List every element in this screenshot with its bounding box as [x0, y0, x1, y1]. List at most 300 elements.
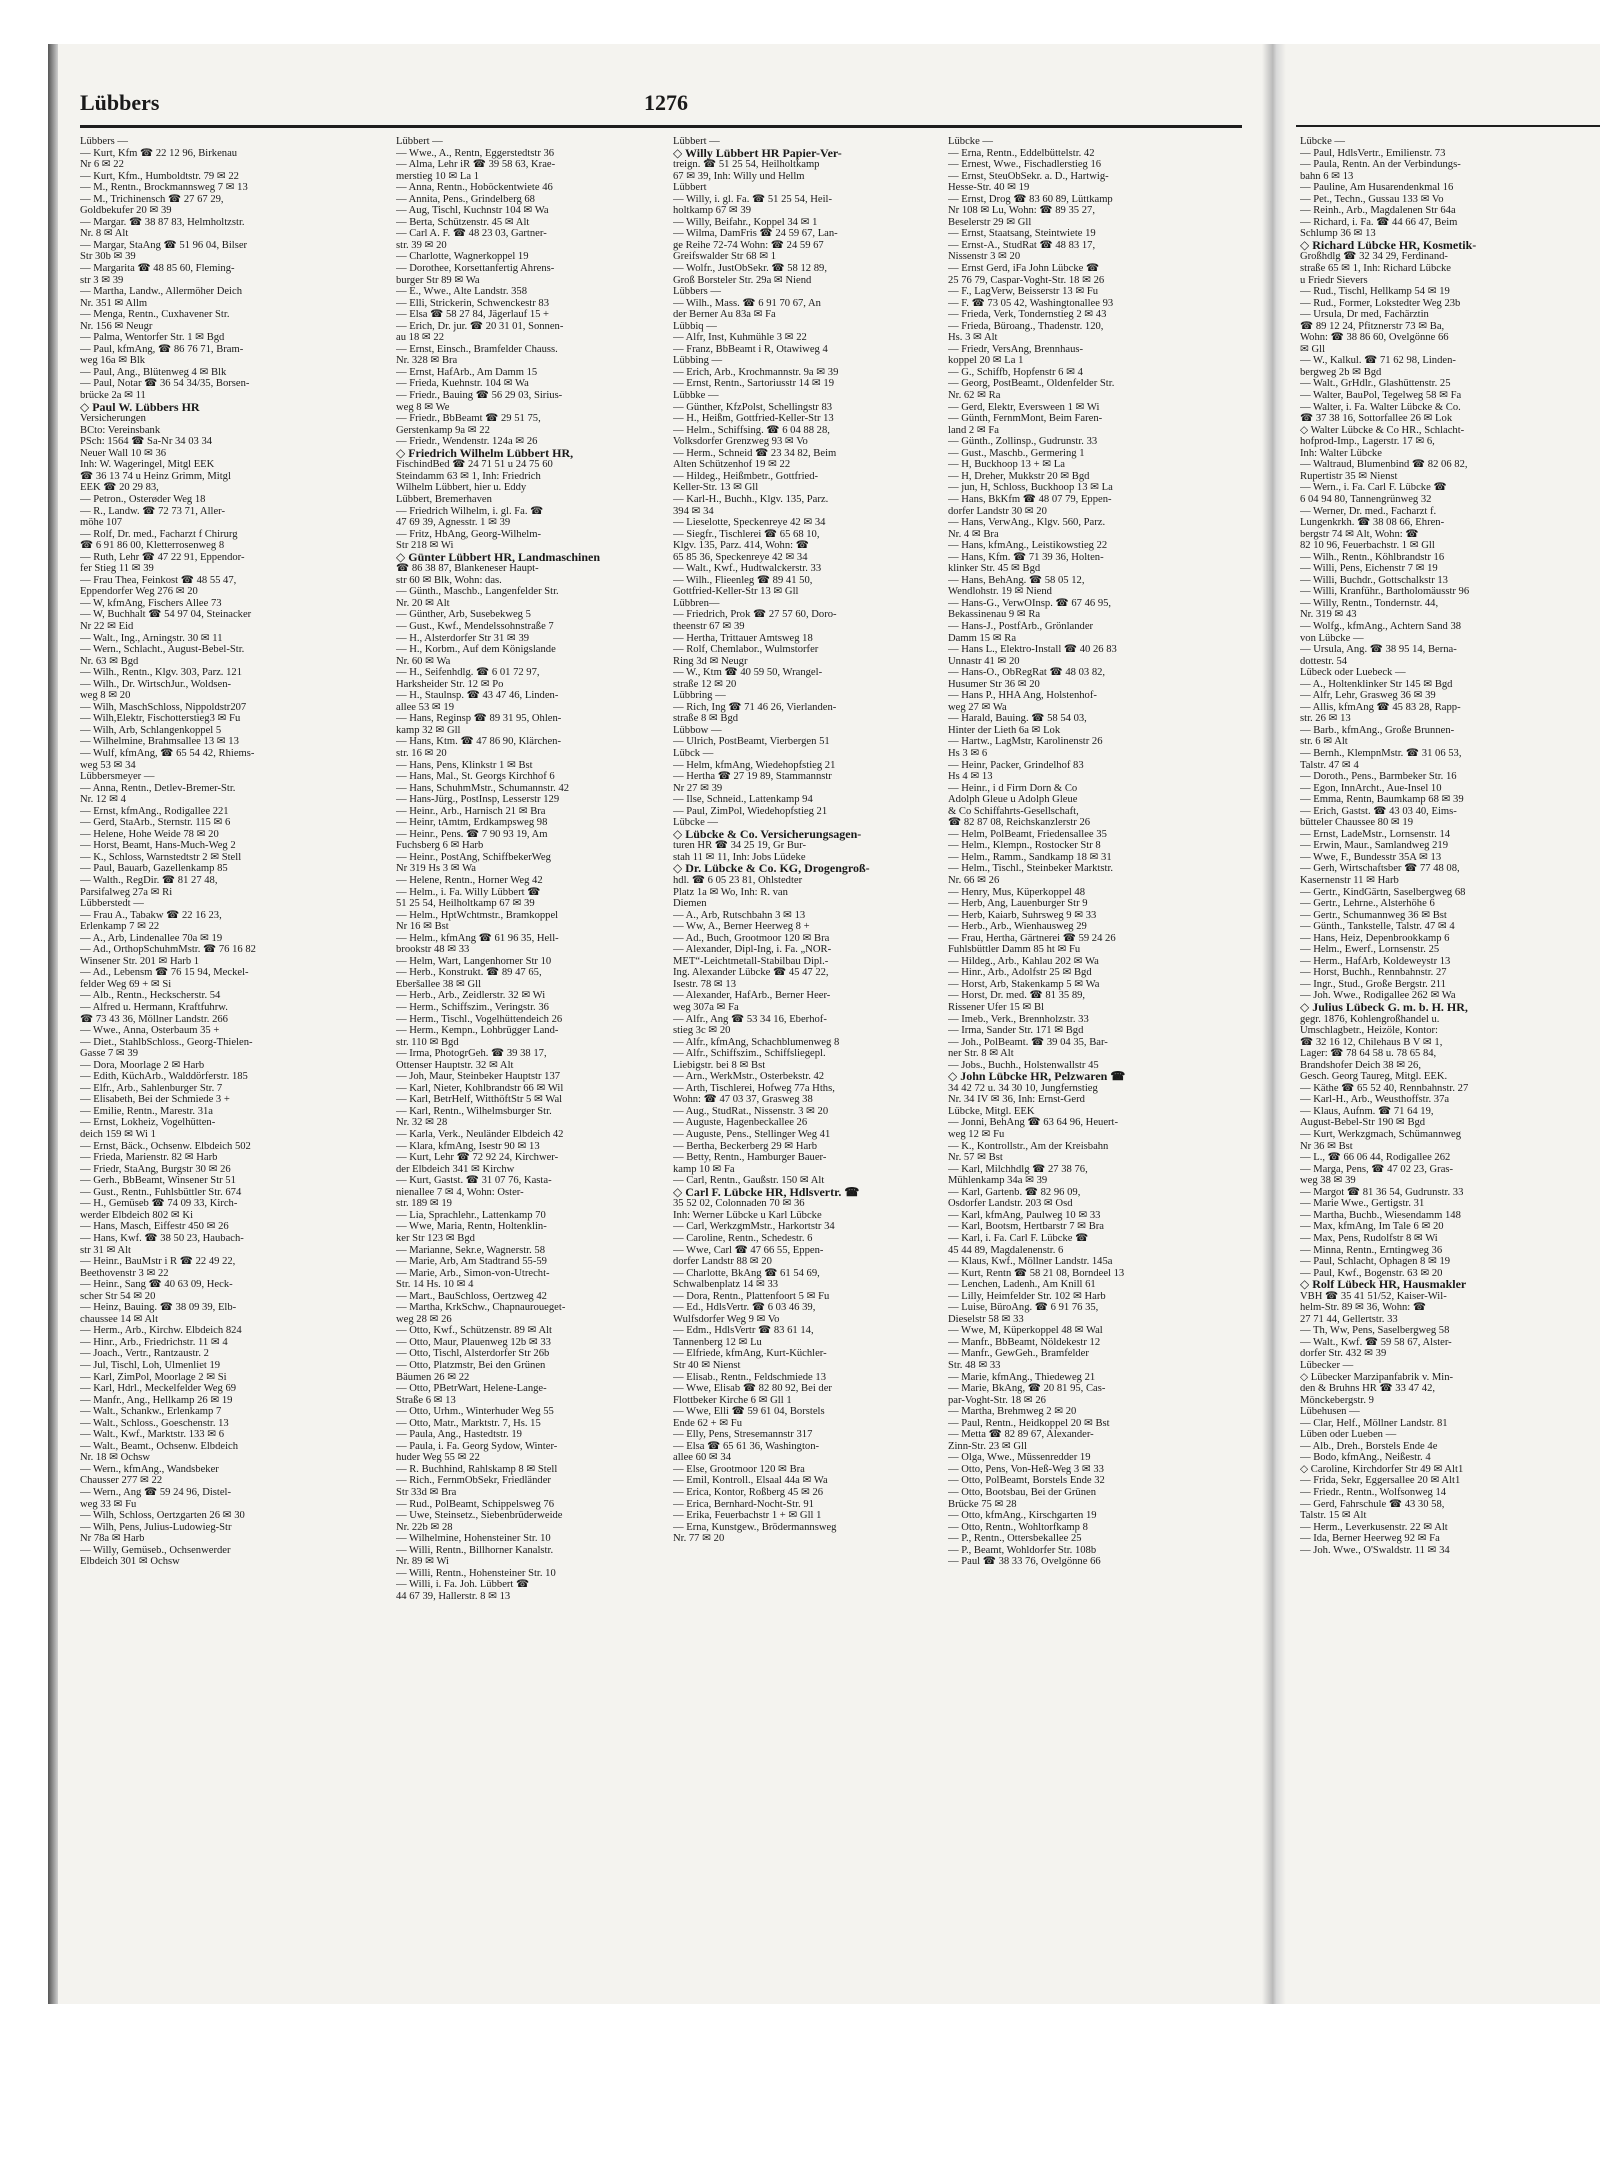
directory-entry: — Margarita ☎ 48 85 60, Fleming-: [80, 263, 235, 275]
directory-entry: — Gerd, Elektr, Eversween 1 ✉ Wi: [948, 401, 1100, 413]
directory-entry: Gasse 7 ✉ 39: [80, 1048, 139, 1060]
directory-entry: — Rich., FernmObSekr, Friedländer: [396, 1475, 551, 1487]
directory-entry: — Karl-H., Buchh., Klgv. 135, Parz.: [673, 493, 829, 505]
directory-entry: — Elfriede, kfmAng, Kurt-Küchler-: [673, 1348, 827, 1360]
directory-entry: — Herm., Leverkusenstr. 22 ✉ Alt: [1300, 1521, 1448, 1533]
directory-entry: — H., Staulnsp. ☎ 43 47 46, Linden-: [396, 690, 559, 702]
directory-entry: — G., Schiffb, Hopfenstr 6 ✉ 4: [948, 366, 1083, 378]
page-number: 1276: [644, 90, 688, 115]
directory-entry: — Herm., HafArb, Koldeweystr 13: [1300, 955, 1451, 967]
directory-entry: dottestr. 54: [1300, 655, 1348, 667]
directory-entry: — Doroth., Pens., Barmbeker Str. 16: [1300, 771, 1457, 783]
directory-entry: — Karl, Gartenb. ☎ 82 96 09,: [948, 1186, 1081, 1198]
directory-entry: — Hans, kfmAng., Leistikowstieg 22: [948, 540, 1108, 552]
directory-entry: — Paul, Ang., Blütenweg 4 ✉ Blk: [80, 366, 227, 378]
directory-entry: — Marie, kfmAng., Thiedeweg 21: [948, 1371, 1096, 1383]
directory-entry: Wendlohstr. 19 ✉ Niend: [948, 586, 1052, 598]
directory-entry: — Wilhelmine, Brahmsallee 13 ✉ 13: [80, 736, 239, 748]
directory-entry: — Wern., i. Fa. Carl F. Lübcke ☎: [1300, 482, 1447, 494]
directory-entry: Nr. 18 ✉ Ochsw: [80, 1452, 151, 1464]
directory-entry: — Paul, Kwf., Bogenstr. 63 ✉ 20: [1300, 1267, 1443, 1279]
directory-entry: — W, Buchhalt ☎ 54 97 04, Steinacker: [80, 609, 252, 621]
directory-entry: — Else, Grootmoor 120 ✉ Bra: [673, 1463, 805, 1475]
directory-entry: — Emma, Rentn, Baumkamp 68 ✉ 39: [1300, 794, 1464, 806]
directory-entry: ◇ Richard Lübcke HR, Kosmetik-: [1300, 237, 1477, 252]
directory-entry: — Herb, Kaiarb, Suhrsweg 9 ✉ 33: [948, 909, 1097, 921]
directory-entry: — Willi, Rentn., Hohensteiner Str. 10: [396, 1567, 556, 1579]
directory-entry: — Helene, Hohe Weide 78 ✉ 20: [80, 828, 219, 840]
directory-entry: — Ida, Berner Heerweg 92 ✉ Fa: [1300, 1533, 1440, 1545]
directory-entry: — Ernest, Wwe., Fischadlerstieg 16: [948, 159, 1102, 171]
directory-entry: ◇ Günter Lübbert HR, Landmaschinen: [396, 549, 601, 564]
directory-entry: Klgv. 135, Parz. 414, Wohn: ☎: [673, 540, 809, 552]
directory-entry: — Wwe, M, Küperkoppel 48 ✉ Wal: [948, 1325, 1103, 1337]
directory-entry: PSch: 1564 ☎ Sa-Nr 34 03 34: [80, 436, 213, 448]
directory-entry: — Hildeg., Arb., Kahlau 202 ✉ Wa: [948, 955, 1099, 967]
directory-entry: Nr 22 ✉ Eid: [80, 620, 134, 632]
directory-entry: Gesch. Georg Taureg, Mitgl. EEK.: [1300, 1071, 1448, 1083]
directory-entry: — Kurt, Kfm ☎ 22 12 96, Birkenau: [80, 147, 238, 159]
directory-entry: allee 53 ✉ 19: [396, 701, 455, 713]
directory-entry: — Lia, Sprachlehr., Lattenkamp 70: [396, 1209, 546, 1221]
directory-entry: — Georg, PostBeamt., Oldenfelder Str.: [948, 378, 1115, 390]
directory-entry: — Hertha ☎ 27 19 89, Stammannstr: [673, 771, 832, 783]
directory-entry: — Wern., Ang ☎ 59 24 96, Distel-: [80, 1486, 232, 1498]
directory-entry: — Carl, WerkzgmMstr., Harkortstr 34: [673, 1221, 835, 1233]
directory-entry: Str. 48 ✉ 33: [948, 1359, 1001, 1371]
directory-entry: Isestr. 78 ✉ 13: [673, 978, 737, 990]
directory-entry: — Ernst, Rentn., Sartoriusstr 14 ✉ 19: [673, 378, 835, 390]
directory-entry: burger Str 89 ✉ Wa: [396, 274, 480, 286]
directory-entry: Mönckebergstr. 9: [1300, 1394, 1374, 1406]
directory-entry: — Günth, FernmMont, Beim Faren-: [948, 413, 1103, 425]
directory-entry: — Lenchen, Ladenh., Am Knill 61: [948, 1279, 1096, 1291]
directory-entry: — Karl, BetrHelf, WitthöftStr 5 ✉ Wal: [396, 1094, 563, 1106]
directory-entry: — W., Kalkul. ☎ 71 62 98, Linden-: [1300, 355, 1456, 367]
directory-entry: — Walt., Ing., Arningstr. 30 ✉ 11: [80, 632, 223, 644]
directory-entry: — Herb., Arb., Wienhausweg 29: [948, 921, 1087, 933]
directory-entry: — Klaus, Aufnm. ☎ 71 64 19,: [1300, 1105, 1434, 1117]
directory-entry: — Wilh, Pens, Julius-Ludowieg-Str: [80, 1521, 232, 1533]
directory-entry: — Günther, KfzPolst, Schellingstr 83: [673, 401, 833, 413]
directory-entry: — Edith, KüchArb., Walddörferstr. 185: [80, 1071, 248, 1083]
directory-entry: — Elisab., Rentn., Feldschmiede 13: [673, 1371, 826, 1383]
directory-entry: Lübbert, Bremerhaven: [396, 493, 492, 505]
directory-entry: — Horst, Beamt, Hans-Much-Weg 2: [80, 840, 236, 852]
directory-entry: — Alma, Lehr iR ☎ 39 58 63, Krae-: [396, 159, 556, 171]
directory-entry: straße 65 ✉ 1, Inh: Richard Lübcke: [1300, 263, 1451, 275]
directory-entry: — Jobs., Buchh., Holstenwallstr 45: [948, 1059, 1099, 1071]
directory-entry: — Frau A., Tabakw ☎ 22 16 23,: [80, 909, 222, 921]
directory-entry: — Rud., Former, Lokstedter Weg 23b: [1300, 297, 1461, 309]
directory-entry: — Willi, i. Fa. Joh. Lübbert ☎: [396, 1579, 530, 1591]
directory-entry: str. 189 ✉ 19: [396, 1198, 452, 1210]
directory-entry: — R. Buchhind, Rahlskamp 8 ✉ Stell: [396, 1463, 558, 1475]
directory-entry: — Erich, Dr. jur. ☎ 20 31 01, Sonnen-: [396, 320, 564, 332]
directory-entry: — Gust., Kwf., Mendelssohnstraße 7: [396, 620, 554, 632]
directory-entry: Lübbert —: [673, 136, 720, 147]
directory-entry: Nr 319 Hs 3 ✉ Wa: [396, 863, 476, 875]
directory-entry: — Wwe, Elisab ☎ 82 80 92, Bei der: [673, 1383, 832, 1395]
directory-entry: kamp 10 ✉ Fa: [673, 1163, 735, 1175]
directory-entry: — Kurt, Werkzgmach, Schümannweg: [1300, 1129, 1462, 1141]
directory-entry: weg 38 ✉ 39: [1300, 1175, 1356, 1187]
directory-entry: Str 218 ✉ Wi: [396, 540, 454, 552]
directory-entry: — Reinh., Arb., Magdalenen Str 64a: [1300, 205, 1456, 217]
directory-entry: Neuer Wall 10 ✉ 36: [80, 447, 167, 459]
directory-entry: — Horst, Dr. med. ☎ 81 35 89,: [948, 990, 1086, 1002]
directory-entry: — Elsa ☎ 65 61 36, Washington-: [673, 1440, 820, 1452]
directory-entry: — Berta, Schützenstr. 45 ✉ Alt: [396, 216, 530, 228]
directory-entry: 25 76 79, Caspar-Voght-Str. 18 ✉ 26: [948, 274, 1105, 286]
directory-entry: ◇ Willy Lübbert HR Papier-Ver-: [673, 145, 842, 160]
directory-entry: Beselerstr 29 ✉ Gll: [948, 216, 1032, 228]
directory-entry: ◇ Julius Lübeck G. m. b. H. HR,: [1300, 1000, 1468, 1015]
directory-entry: Lübeck oder Luebeck —: [1300, 667, 1406, 679]
directory-entry: — Otto, Tischl, Alsterdorfer Str 26b: [396, 1348, 550, 1360]
directory-entry: — Carl A. F. ☎ 48 23 03, Gartner-: [396, 228, 547, 240]
directory-entry: Schlump 36 ✉ 13: [1300, 228, 1376, 240]
directory-entry: — Ernst, Bäck., Ochsenw. Elbdeich 502: [80, 1140, 251, 1152]
directory-entry: str 60 ✉ Blk, Wohn: das.: [396, 574, 502, 586]
directory-entry: — Martha, Landw., Allermöher Deich: [80, 286, 242, 298]
directory-entry: Ende 62 + ✉ Fu: [673, 1417, 742, 1429]
directory-entry: — Ernst, Lokheiz, Vogelhütten-: [80, 1117, 216, 1129]
directory-entry: — Walth., RegDir. ☎ 81 27 48,: [80, 875, 218, 886]
directory-entry: — Margar. ☎ 38 87 83, Helmholtzstr.: [80, 216, 245, 228]
directory-entry: ☎ 6 91 86 00, Kletterrosenweg 8: [80, 540, 225, 552]
directory-entry: Zinn-Str. 23 ✉ Gll: [948, 1440, 1027, 1452]
directory-entry: — Frida, Sekr, Eggersallee 20 ✉ Alt1: [1300, 1475, 1461, 1487]
directory-entry: — Hans-O., ObRegRat ☎ 48 03 82,: [948, 667, 1106, 679]
directory-entry: — Manfr., BbBeamt, Nöldekestr 12: [948, 1336, 1101, 1348]
directory-entry: — Uwe, Steinsetz., Siebenbrüderweide: [396, 1510, 563, 1522]
directory-entry: — Herb, Ang, Lauenburger Str 9: [948, 898, 1088, 910]
directory-entry: — Charlotte, Wagnerkoppel 19: [396, 251, 529, 263]
directory-entry: u Friedr Sievers: [1300, 274, 1368, 286]
directory-entry: 6 04 94 80, Tannengrünweg 32: [1300, 493, 1432, 505]
directory-entry: Diemen: [673, 898, 707, 910]
directory-entry: weg 12 ✉ Fu: [948, 1129, 1005, 1141]
directory-entry: — Gerh, Wirtschaftsber ☎ 77 48 08,: [1300, 863, 1460, 875]
directory-entry: Hinter der Lieth 6a ✉ Lok: [948, 724, 1061, 736]
directory-entry: au 18 ✉ 22: [396, 332, 445, 344]
directory-entry: weg 33 ✉ Fu: [80, 1498, 137, 1510]
directory-entry: weg 8 ✉ 20: [80, 690, 131, 702]
directory-entry: — Wilh., Dr. WirtschJur., Woldsen-: [80, 678, 232, 690]
directory-entry: — Alfr, Lehr, Grasweg 36 ✉ 39: [1300, 690, 1436, 702]
directory-entry: ker Str 123 ✉ Bgd: [396, 1232, 475, 1244]
directory-entry: Lübbert —: [396, 136, 443, 147]
directory-entry: — Erna, Kunstgew., Brödermannsweg: [673, 1521, 837, 1533]
directory-entry: Ring 3d ✉ Neugr: [673, 655, 748, 667]
directory-entry: — Erica, Kontor, Roßberg 45 ✉ 26: [673, 1486, 824, 1498]
directory-entry: Nr 16 ✉ Bst: [396, 921, 449, 933]
directory-entry: turen HR ☎ 34 25 19, Gr Bur-: [673, 840, 807, 852]
directory-entry: nienallee 7 ✉ 4, Wohn: Oster-: [396, 1186, 524, 1198]
directory-entry: str. 26 ✉ 13: [1300, 713, 1351, 725]
directory-entry: — Ernst, HafArb., Am Damm 15: [396, 366, 538, 378]
directory-entry: — Lilly, Heimfelder Str. 102 ✉ Harb: [948, 1290, 1106, 1302]
directory-entry: ☎ 32 16 12, Chilehaus B V ✉ 1,: [1300, 1036, 1443, 1048]
directory-entry: — Karl, ZimPol, Moorlage 2 ✉ Si: [80, 1371, 227, 1383]
directory-entry: — Helm., Ewerf., Lornsenstr. 25: [1300, 944, 1440, 956]
directory-entry: — A., Arb, Rutschbahn 3 ✉ 13: [673, 909, 806, 921]
directory-entry: — Hinr., Arb., Friedrichstr. 11 ✉ 4: [80, 1336, 228, 1348]
directory-entry: Lübberstedt —: [80, 898, 144, 910]
directory-entry: — Palma, Wentorfer Str. 1 ✉ Bgd: [80, 332, 225, 344]
directory-entry: — Richard, i. Fa. ☎ 44 66 47, Beim: [1300, 216, 1458, 228]
directory-entry: — Ernst-A., StudRat ☎ 48 83 17,: [948, 239, 1096, 251]
directory-entry: — Rich, Ing ☎ 71 46 26, Vierlanden-: [673, 701, 837, 713]
directory-entry: — Hans, Pens, Klinkstr 1 ✉ Bst: [396, 759, 533, 771]
directory-entry: Lungenkrkh. ☎ 38 08 66, Ehren-: [1300, 517, 1445, 529]
directory-entry: — Max, Pens, Rudolfstr 8 ✉ Wi: [1300, 1232, 1438, 1244]
directory-entry: — Kurt, Lehr ☎ 72 92 24, Kirchwer-: [396, 1152, 559, 1164]
directory-entry: — Martha, KrkSchw., Chapnauroueget-: [396, 1302, 566, 1314]
directory-entry: — Wilh., Flieenleg ☎ 89 41 50,: [673, 574, 813, 586]
directory-entry: dorfer Str. 432 ✉ 39: [1300, 1348, 1387, 1360]
directory-entry: ◇ Walter Lübcke & Co HR., Schlacht-: [1300, 424, 1465, 436]
directory-entry: — Karl, Hdrl., Meckelfelder Weg 69: [80, 1383, 237, 1395]
directory-entry: Nr. 89 ✉ Wi: [396, 1556, 449, 1568]
directory-entry: bahn 6 ✉ 13: [1300, 170, 1354, 182]
directory-entry: Nr. 34 IV ✉ 36, Inh: Ernst-Gerd: [948, 1094, 1085, 1106]
directory-entry: — H, Dreher, Mukkstr 20 ✉ Bgd: [948, 470, 1090, 482]
directory-entry: — P., Beamt, Wohldorfer Str. 108b: [948, 1544, 1097, 1556]
directory-entry: BCto: Vereinsbank: [80, 424, 161, 436]
directory-entry: — Ernst, kfmAng., Rodigallee 221: [80, 805, 229, 817]
directory-entry: — Fritz, HbAng, Georg-Wilhelm-: [396, 528, 542, 540]
directory-entry: — Annita, Pens., Grindelberg 68: [396, 193, 535, 205]
directory-entry: Lübecker —: [1300, 1359, 1354, 1371]
directory-entry: — K., Schloss, Warnstedtstr 2 ✉ Stell: [80, 851, 242, 863]
directory-entry: Platz 1a ✉ Wo, Inh: R. van: [673, 886, 788, 898]
directory-entry: — Gerh., BbBeamt, Winsener Str 51: [80, 1175, 236, 1187]
directory-entry: — Hinr., Arb., Adolfstr 25 ✉ Bgd: [948, 967, 1092, 979]
directory-entry: — Petron., Osterøder Weg 18: [80, 493, 206, 505]
directory-entry: Nr 6 ✉ 22: [80, 159, 124, 171]
directory-entry: — Friedrich Wilhelm, i. gl. Fa. ☎: [396, 505, 544, 517]
directory-column-5-next-page: [1300, 136, 1598, 1996]
directory-entry: Groß Borsteler Str. 29a ✉ Niend: [673, 274, 812, 286]
directory-entry: Nr. 4 ✉ Bra: [948, 528, 999, 540]
directory-entry: — Dora, Rentn., Plattenfoort 5 ✉ Fu: [673, 1290, 830, 1302]
directory-entry: — Erich, Arb., Krochmannstr. 9a ✉ 39: [673, 366, 839, 378]
directory-entry: — Karl, kfmAng, Paulweg 10 ✉ 33: [948, 1209, 1101, 1221]
directory-entry: — Hans, Masch, Eiffestr 450 ✉ 26: [80, 1221, 229, 1233]
directory-entry: Dieselstr 58 ✉ 33: [948, 1313, 1024, 1325]
directory-entry: scher Str 54 ✉ 20: [80, 1290, 156, 1302]
directory-entry: ☎ 89 12 24, Pfitznerstr 73 ✉ Ba,: [1300, 320, 1445, 332]
directory-entry: — Rolf, Dr. med., Facharzt f Chirurg: [80, 528, 238, 540]
directory-entry: Wilhelm Lübbert, hier u. Eddy: [396, 482, 527, 494]
directory-entry: 47 69 39, Agnesstr. 1 ✉ 39: [396, 517, 511, 529]
directory-entry: — Paula, Rentn. An der Verbindungs-: [1300, 159, 1461, 171]
directory-entry: 51 25 54, Heilholtkamp 67 ✉ 39: [396, 898, 535, 910]
directory-entry: — Joh, Maur, Steinbeker Hauptstr 137: [396, 1071, 561, 1083]
directory-entry: Lübcke —: [1300, 136, 1346, 147]
directory-entry: — Frau Thea, Feinkost ☎ 48 55 47,: [80, 574, 237, 586]
directory-entry: — Frau, Hertha, Gärtnerei ☎ 59 24 26: [948, 932, 1116, 944]
directory-entry: — L., ☎ 66 06 44, Rodigallee 262: [1300, 1152, 1451, 1164]
directory-entry: — Kurt, Rentn ☎ 58 21 08, Borndeel 13: [948, 1267, 1125, 1279]
directory-entry: Brandshofer Deich 38 ✉ 26,: [1300, 1059, 1421, 1071]
directory-entry: Nr. 20 ✉ Alt: [396, 597, 450, 609]
directory-entry: — Heinz, Bauing. ☎ 38 09 39, Elb-: [80, 1302, 237, 1314]
directory-entry: str 31 ✉ Alt: [80, 1244, 131, 1256]
directory-entry: — H, Buckhoop 13 + ✉ La: [948, 459, 1065, 471]
directory-entry: Lübcke, Mitgl. EEK: [948, 1105, 1035, 1117]
directory-entry: — Marie, BkAng, ☎ 20 81 95, Cas-: [948, 1383, 1106, 1395]
directory-entry: — Erica, Bernhard-Nocht-Str. 91: [673, 1498, 814, 1510]
directory-entry: — Ad., Buch, Grootmoor 120 ✉ Bra: [673, 932, 830, 944]
directory-entry: — A., Holtenklinker Str 145 ✉ Bgd: [1300, 678, 1453, 690]
directory-entry: ◇ John Lübcke HR, Pelzwaren ☎: [948, 1069, 1126, 1084]
directory-entry: — Erna, Rentn., Eddelbüttelstr. 42: [948, 147, 1095, 159]
directory-entry: der Berner Au 83a ✉ Fa: [673, 309, 776, 321]
directory-entry: — Egon, InnArcht., Aue-Insel 10: [1300, 782, 1442, 794]
directory-entry: dorfer Landstr 88 ✉ 20: [673, 1256, 772, 1268]
directory-entry: helm-Str. 89 ✉ 36, Wohn: ☎: [1300, 1302, 1427, 1314]
directory-entry: — Ilse, Schneid., Lattenkamp 94: [673, 794, 813, 806]
directory-entry: — Helm, PolBeamt, Friedensallee 35: [948, 828, 1107, 840]
directory-entry: — Wern., kfmAng., Wandsbeker: [80, 1463, 219, 1475]
directory-entry: Str. 14 Hs. 10 ✉ 4: [396, 1279, 474, 1291]
directory-entry: — A., Arb, Lindenallee 70a ✉ 19: [80, 932, 223, 944]
page-edge-shadow: [48, 44, 58, 2004]
directory-entry: 34 42 72 u. 34 30 10, Jungfernstieg: [948, 1082, 1098, 1094]
directory-entry: — Hans, Kfm. ☎ 71 39 36, Holten-: [948, 551, 1104, 563]
directory-entry: ✉ Gll: [1300, 343, 1326, 355]
directory-entry: — Otto, Bootsbau, Bei der Grünen: [948, 1486, 1096, 1498]
directory-entry: — Friedr, VersAng, Brennhaus-: [948, 343, 1084, 355]
directory-entry: ☎ 37 38 16, Sottorfallee 26 ✉ Lok: [1300, 413, 1453, 425]
directory-entry: weg 28 ✉ 26: [396, 1313, 452, 1325]
directory-entry: — Wilh, Schloss, Oertzgarten 26 ✉ 30: [80, 1510, 245, 1522]
directory-entry: holtkamp 67 ✉ 39: [673, 205, 752, 217]
directory-entry: Str 40 ✉ Nienst: [673, 1359, 741, 1371]
directory-entry: weg 16a ✉ Blk: [80, 355, 146, 367]
directory-entry: Nr 36 ✉ Bst: [1300, 1140, 1353, 1152]
directory-entry: — Erwin, Maur., Samlandweg 219: [1300, 840, 1448, 852]
directory-entry: — Willy, i. gl. Fa. ☎ 51 25 54, Heil-: [673, 193, 833, 205]
directory-entry: — Helm., HptWchtmstr., Bramkoppel: [396, 909, 559, 921]
directory-entry: Wulfsdorfer Weg 9 ✉ Vo: [673, 1313, 780, 1325]
directory-entry: — Waltraud, Blumenbind ☎ 82 06 82,: [1300, 459, 1468, 471]
directory-entry: — Hans, Reginsp ☎ 89 31 95, Ohlen-: [396, 713, 562, 725]
directory-entry: weg 307a ✉ Fa: [673, 1002, 739, 1014]
directory-entry: — Gust., Maschb., Germering 1: [948, 447, 1085, 459]
directory-entry: — Otto, kfmAng., Kirschgarten 19: [948, 1510, 1097, 1522]
directory-entry: — Gertr., KindGärtn, Saselbergweg 68: [1300, 886, 1466, 898]
directory-entry: Inh: Werner Lübcke u Karl Lübcke: [673, 1209, 822, 1221]
directory-entry: werder Elbdeich 802 ✉ Ki: [80, 1209, 194, 1221]
directory-entry: — Paul, Notar ☎ 36 54 34/35, Borsen-: [80, 378, 250, 390]
directory-entry: — Joh., PolBeamt. ☎ 39 04 35, Bar-: [948, 1036, 1108, 1048]
directory-entry: — Marie, Arb., Simon-von-Utrecht-: [396, 1267, 550, 1279]
directory-entry: — Dora, Moorlage 2 ✉ Harb: [80, 1059, 205, 1071]
directory-entry: — Willy, Rentn., Tondernstr. 44,: [1300, 597, 1439, 609]
directory-entry: 67 ✉ 39, Inh: Willy und Hellm: [673, 170, 805, 182]
directory-entry: ☎ 73 43 36, Möllner Landstr. 266: [80, 1013, 228, 1025]
directory-entry: — Otto, Urhm., Winterhuder Weg 55: [396, 1406, 554, 1418]
directory-entry: hofprod-Imp., Lagerstr. 17 ✉ 6,: [1300, 436, 1435, 448]
directory-entry: Lübcke —: [948, 136, 994, 147]
directory-entry: — Elsa ☎ 58 27 84, Jägerlauf 15 +: [396, 309, 550, 321]
directory-entry: — Marianne, Sekr.e, Wagnerstr. 58: [396, 1244, 545, 1256]
directory-entry: Nr. 66 ✉ 26: [948, 875, 1000, 886]
directory-entry: — Wilh., Rentn., Köhlbrandstr 16: [1300, 551, 1445, 563]
directory-entry: — Willi, Buchdr., Gottschalkstr 13: [1300, 574, 1448, 586]
directory-entry: — Willy, Beifahr., Koppel 34 ✉ 1: [673, 216, 818, 228]
directory-entry: Osdorfer Landstr. 203 ✉ Osd: [948, 1198, 1073, 1210]
directory-entry: — Günther, Arb, Susebekweg 5: [396, 609, 531, 621]
directory-entry: — Aug., StudRat., Nissenstr. 3 ✉ 20: [673, 1105, 829, 1117]
directory-entry: — Heinr., BauMstr i R ☎ 22 49 22,: [80, 1256, 236, 1268]
directory-entry: — Helm, kfmAng, Wiedehopfstieg 21: [673, 759, 836, 771]
directory-entry: — Paul, Schlacht, Ophagen 8 ✉ 19: [1300, 1256, 1451, 1268]
directory-entry: — Heinr., i d Firm Dorn & Co: [948, 782, 1078, 794]
directory-entry: kamp 32 ✉ Gll: [396, 724, 461, 736]
directory-entry: Ing. Alexander Lübcke ☎ 45 47 22,: [673, 967, 829, 979]
directory-entry: — Rolf, Chemlabor., Wulmstorfer: [673, 644, 819, 656]
directory-entry: — Ernst, SteuObSekr. a. D., Hartwig-: [948, 170, 1109, 182]
directory-entry: — Günth., Zollinsp., Gudrunstr. 33: [948, 436, 1098, 448]
directory-entry: — Friedrich, Prok ☎ 27 57 60, Doro-: [673, 609, 837, 621]
directory-entry: — Walter, BauPol, Tegelweg 58 ✉ Fa: [1300, 390, 1462, 402]
directory-entry: fer Stieg 11 ✉ 39: [80, 563, 154, 575]
directory-entry: — Hans, Kwf. ☎ 38 50 23, Haubach-: [80, 1232, 244, 1244]
directory-entry: Schwalbenplatz 14 ✉ 33: [673, 1279, 779, 1291]
directory-entry: Nr. 22b ✉ 28: [396, 1521, 453, 1533]
directory-entry: ge Reihe 72-74 Wohn: ☎ 24 59 67: [673, 239, 824, 251]
directory-entry: — Hans, BehAng. ☎ 58 05 12,: [948, 574, 1085, 586]
directory-entry: — Ursula, Ang. ☎ 38 95 14, Berna-: [1300, 644, 1457, 656]
directory-entry: möhe 107: [80, 517, 123, 529]
directory-entry: — Walt., Schloss., Goeschenstr. 13: [80, 1417, 229, 1429]
directory-entry: — Herm., Schneid ☎ 23 34 82, Beim: [673, 447, 837, 459]
directory-entry: Eppendorfer Weg 276 ✉ 20: [80, 586, 198, 598]
directory-entry: — F., LagVerw, Beisserstr 13 ✉ Fu: [948, 286, 1099, 298]
directory-entry: — Otto, Matr., Marktstr. 7, Hs. 15: [396, 1417, 541, 1429]
directory-entry: Inh: Walter Lübcke: [1300, 447, 1382, 459]
directory-entry: — Allis, kfmAng ☎ 45 83 28, Rapp-: [1300, 701, 1461, 713]
directory-entry: 45 44 89, Magdalenenstr. 6: [948, 1244, 1064, 1256]
directory-entry: — Erich, Gastst. ☎ 43 03 40, Eims-: [1300, 805, 1457, 817]
directory-entry: — Frieda, Marienstr. 82 ✉ Harb: [80, 1152, 218, 1164]
directory-entry: — Paul, kfmAng, ☎ 86 76 71, Bram-: [80, 343, 244, 355]
directory-entry: Goldbekufer 20 ✉ 39: [80, 205, 172, 217]
directory-entry: August-Bebel-Str 190 ✉ Bgd: [1300, 1117, 1426, 1129]
directory-entry: Alten Schützenhof 19 ✉ 22: [673, 459, 791, 471]
directory-entry: ◇ Lübcke & Co. Versicherungsagen-: [673, 826, 862, 841]
directory-entry: — Bertha, Beckerberg 29 ✉ Harb: [673, 1140, 817, 1152]
directory-entry: Lübbing —: [673, 355, 723, 367]
directory-entry: — Alb., Rentn., Heckscherstr. 54: [80, 990, 221, 1002]
directory-entry: — Marie Wwe., Gertigstr. 31: [1300, 1198, 1425, 1210]
directory-entry: — W., Ktm ☎ 40 59 50, Wrangel-: [673, 667, 823, 679]
directory-entry: 35 52 02, Colonnaden 70 ✉ 36: [673, 1198, 805, 1210]
directory-entry: — Ad., OrthopSchuhmMstr. ☎ 76 16 82: [80, 944, 256, 956]
directory-entry: — Walt., Schankw., Erlenkamp 7: [80, 1406, 222, 1418]
directory-entry: Hs 4 ✉ 13: [948, 771, 993, 783]
directory-entry: treign. ☎ 51 25 54, Heilholtkamp: [673, 159, 820, 171]
directory-entry: — Caroline, Rentn., Schedestr. 6: [673, 1232, 813, 1244]
directory-entry: MET“-Leichtmetall-Stabilbau Dipl.-: [673, 955, 829, 967]
book-gutter: [1262, 44, 1286, 2004]
directory-entry: — Wulf, kfmAng, ☎ 65 54 42, Rhiems-: [80, 747, 255, 759]
